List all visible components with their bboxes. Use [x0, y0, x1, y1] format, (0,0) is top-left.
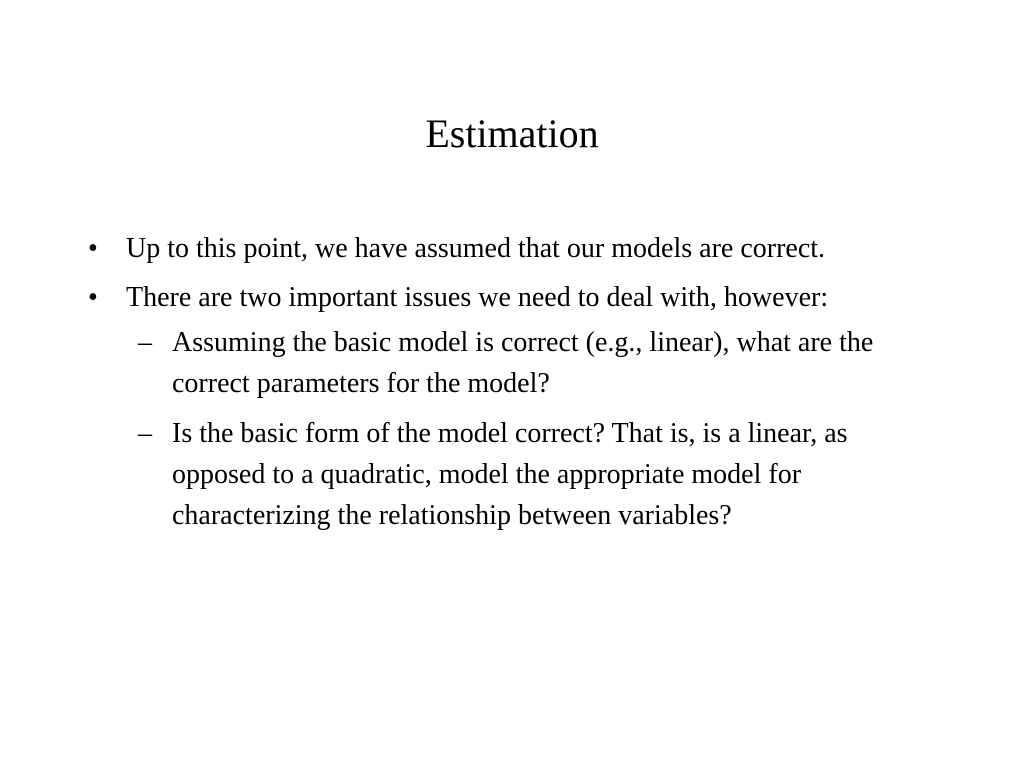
sub-bullet-list [126, 322, 944, 536]
bullet-list [84, 229, 944, 545]
bullet-item [84, 278, 944, 536]
sub-bullet-item [126, 413, 944, 536]
bullet-text: There are two important issues we need to deal with, however: [126, 282, 829, 313]
bullet-text: Up to this point, we have assumed that our models are correct. [126, 233, 826, 264]
bullet-marker-icon: • [88, 233, 98, 264]
dash-marker-icon: – [138, 418, 152, 449]
slide-title: Estimation [425, 111, 599, 156]
dash-marker-icon: – [138, 327, 152, 358]
sub-bullet-text: Assuming the basic model is correct (e.g., linear), what are the correct parameters for the model? [172, 327, 874, 399]
bullet-item [84, 229, 944, 269]
sub-bullet-text: Is the basic form of the model correct? That is, is a linear, as opposed to a quadratic, model the appropriate model for characterizing the relationship between variables? [172, 418, 848, 531]
sub-bullet-item [126, 322, 944, 404]
bullet-marker-icon: • [88, 282, 98, 313]
